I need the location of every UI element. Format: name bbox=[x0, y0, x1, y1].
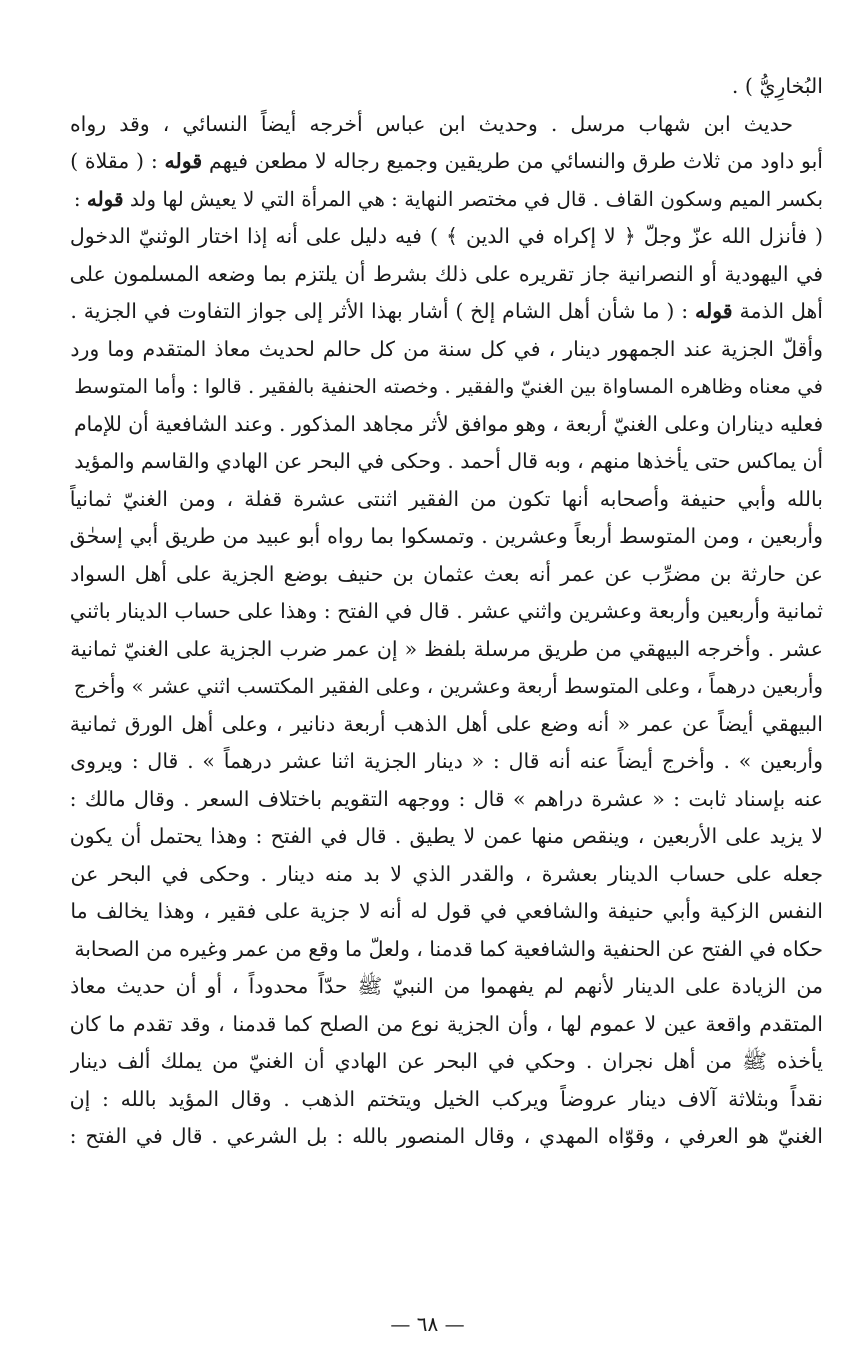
page-number: — ٦٨ — bbox=[390, 1312, 465, 1336]
text-line: من الزيادة على الدينار لأنهم لم يفهموا من النبيّ ﷺ حدّاً محدوداً ، أو أن حديث معاذ bbox=[70, 974, 823, 998]
text-line: نقداً وبثلاثة آلاف دينار عروضاً ويركب الخيل ويتختم الذهب . وقال المؤيد بالله : إن bbox=[70, 1086, 823, 1111]
text-line: في معناه وظاهره المساواة بين الغنيّ والفقير . وخصته الحنفية بالفقير . قالوا : وأما المتوسط bbox=[74, 375, 823, 398]
text-line: أهل الذمة قوله : ( ما شأن أهل الشام إلخ ) أشار بهذا الأثر إلى جواز التفاوت في الجزية . bbox=[70, 299, 823, 323]
text-line: الغنيّ هو العرفي ، وقوّاه المهدي ، وقال المنصور بالله : بل الشرعي . قال في الفتح : bbox=[70, 1124, 823, 1148]
keyword-qawluhu: قوله bbox=[86, 186, 124, 211]
text-line: بالله وأبي حنيفة وأصحابه أنها تكون من الفقير اثنتى عشرة قفلة ، ومن الغنيّ ثمانياً bbox=[70, 486, 823, 511]
text-line: البُخارِيُّ ) . bbox=[731, 74, 823, 98]
text-line: أبو داود من ثلاث طرق والنسائي من طريقين وجميع رجاله لا مطعن فيهم قوله : ( مقلاة ) bbox=[70, 149, 823, 173]
text-line: حكاه في الفتح عن الحنفية والشافعية كما قدمنا ، ولعلّ ما وقع من عمر وغيره من الصحابة bbox=[74, 936, 823, 961]
text-line: النفس الزكية وأبي حنيفة والشافعي في قول له أنه لا جزية على فقير ، وهذا يخالف ما bbox=[70, 899, 823, 923]
text-line: ثمانية وأربعين وأربعة وعشرين واثني عشر . قال في الفتح : وهذا على حساب الدينار باثني bbox=[70, 599, 823, 623]
text-line: وأربعين » . وأخرج أيضاً عنه أنه قال : « دينار الجزية اثنا عشر درهماً » . قال : ويروى bbox=[70, 749, 823, 773]
text-line: في اليهودية أو النصرانية جاز تقريره على ذلك بشرط أن يلتزم بما وضعه المسلمون على bbox=[70, 261, 823, 286]
text-line: حديث ابن شهاب مرسل . وحديث ابن عباس أخرجه أيضاً النسائي ، وقد رواه bbox=[70, 111, 793, 136]
text-line: المتقدم واقعة عين لا عموم لها ، وأن الجزية نوع من الصلح كما قدمنا ، وقد تقدم ما كان bbox=[70, 1011, 823, 1036]
text-line: ( فأنزل الله عزّ وجلّ ﴿ لا إكراه في الدين ﴾ ) فيه دليل على أنه إذا اختار الوثنيّ الدخول bbox=[70, 224, 823, 248]
text-line: وأربعين درهماً ، وعلى المتوسط أربعة وعشرين ، وعلى الفقير المكتسب اثني عشر » وأخرج bbox=[73, 675, 823, 698]
text-line: عنه بإسناد ثابت : « عشرة دراهم » قال : ووجهه التقويم باختلاف السعر . وقال مالك : bbox=[70, 786, 823, 811]
text-line: أن يماكس حتى يأخذها منهم ، وبه قال أحمد . وحكى في البحر عن الهادي والقاسم والمؤيد bbox=[74, 449, 823, 473]
text-line: جعله على حساب الدينار بعشرة ، والقدر الذي لا بد منه دينار . وحكى في البحر عن bbox=[70, 861, 823, 886]
keyword-qawluhu: قوله bbox=[694, 299, 733, 323]
text-line: وأربعين ، ومن المتوسط أربعاً وعشرين . وتمسكوا بما رواه أبو عبيد من طريق أبي إسحٰق bbox=[70, 524, 823, 548]
text-line: فعليه ديناران وعلى الغنيّ أربعة ، وهو موافق لأثر مجاهد المذكور . وعند الشافعية أن للإمام bbox=[73, 411, 823, 436]
text-line: البيهقي أيضاً عن عمر « أنه وضع على أهل الذهب أربعة دنانير ، وعلى أهل الورق ثمانية bbox=[70, 711, 823, 736]
text-line: يأخذه ﷺ من أهل نجران . وحكي في البحر عن الهادي أن الغنيّ من يملك ألف دينار bbox=[70, 1049, 823, 1073]
body-text bbox=[70, 68, 823, 1156]
text-line: عن حارثة بن مضرِّب عن عمر أنه بعث عثمان بن حنيف بوضع الجزية على أهل السواد bbox=[70, 561, 823, 586]
text-line: بكسر الميم وسكون القاف . قال في مختصر النهاية : هي المرأة التي لا يعيش لها ولد قوله : bbox=[73, 186, 823, 211]
text-line: عشر . وأخرجه البيهقي من طريق مرسلة بلفظ « إن عمر ضرب الجزية على الغنيّ ثمانية bbox=[70, 636, 823, 661]
text-line: لا يزيد على الأربعين ، وينقص منها عمن لا يطيق . قال في الفتح : وهذا يحتمل أن يكون bbox=[70, 824, 823, 848]
keyword-qawluhu: قوله bbox=[164, 149, 203, 173]
text-line: وأقلّ الجزية عند الجمهور دينار ، في كل سنة من كل حالم لحديث معاذ المتقدم وما ورد bbox=[70, 336, 823, 361]
